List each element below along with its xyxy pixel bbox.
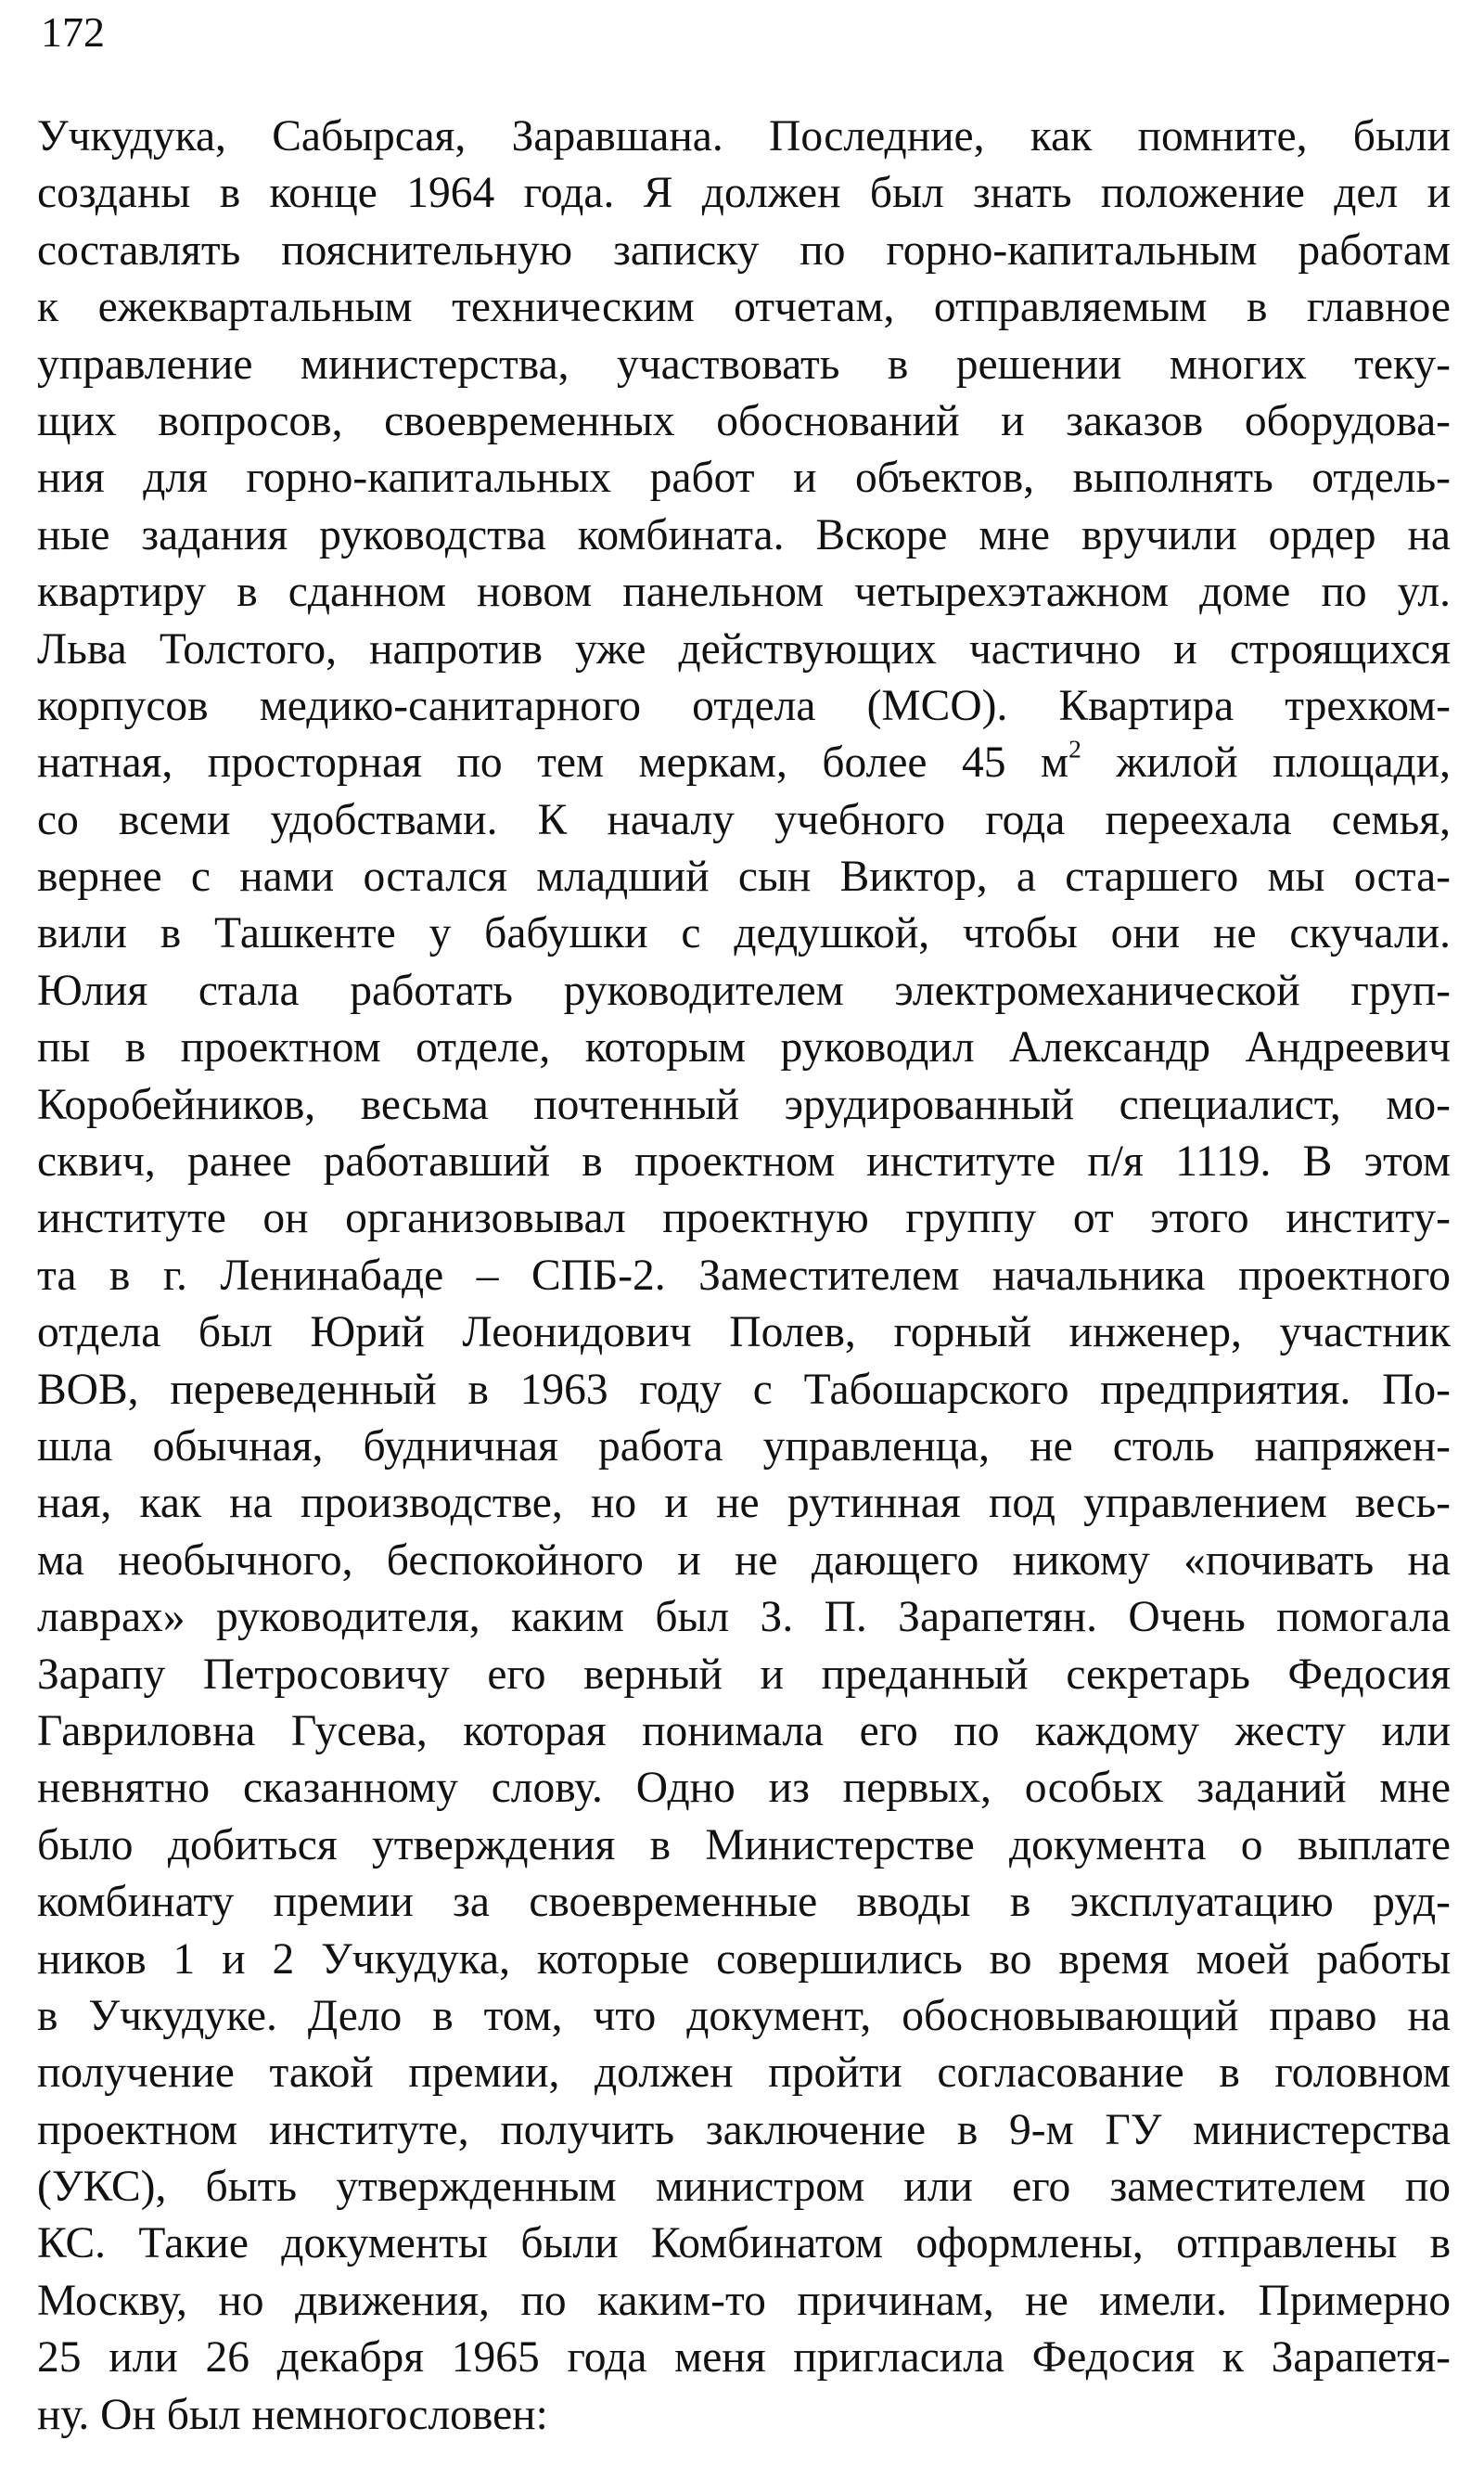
text-line: вернее с нами остался младший сын Виктор, а старшего мы оста- [37, 853, 1451, 902]
text-line: Гавриловна Гусева, которая понимала его по каждому жесту или [37, 1706, 1451, 1755]
text-line: КС. Такие документы были Комбинатом оформлены, отправлены в [37, 2219, 1451, 2268]
text-line: Зарапу Петросовичу его верный и преданный секретарь Федосия [37, 1650, 1451, 1699]
text-line: институте он организовывал проектную группу от этого институ- [37, 1194, 1451, 1243]
text-line: к ежеквартальным техническим отчетам, отправляемым в главное [37, 283, 1451, 332]
text-line: ВОВ, переведенный в 1963 году с Табошарского предприятия. По- [37, 1365, 1451, 1414]
text-line: квартиру в сданном новом панельном четырехэтажном доме по ул. [37, 568, 1451, 617]
text-line: проектном институте, получить заключение в 9-м ГУ министерства [37, 2105, 1451, 2154]
text-line: созданы в конце 1964 года. Я должен был знать положение дел и [37, 169, 1451, 218]
page-number: 172 [41, 8, 105, 56]
text-line: комбинату премии за своевременные вводы в эксплуатацию руд- [37, 1878, 1451, 1927]
text-line: ма необычного, беспокойного и не дающего никому «почивать на [37, 1535, 1451, 1585]
text-line: было добиться утверждения в Министерстве документа о выплате [37, 1820, 1451, 1869]
text-line: вили в Ташкенте у бабушки с дедушкой, чтобы они не скучали. [37, 909, 1451, 958]
text-line: ния для горно-капитальных работ и объектов, выполнять отдель- [37, 454, 1451, 503]
text-fragment: жилой площади, [1081, 739, 1451, 788]
text-line: пы в проектном отделе, которым руководил Александр Андреевич [37, 1023, 1451, 1072]
text-line: та в г. Ленинабаде – СПБ-2. Заместителем начальника проектного [37, 1251, 1451, 1300]
text-line: управление министерства, участвовать в решении многих теку- [37, 340, 1451, 389]
text-line: (УКС), быть утвержденным министром или его заместителем по [37, 2163, 1451, 2212]
text-line-last: ну. Он был немногословен: [37, 2390, 548, 2439]
text-line: лаврах» руководителя, каким был З. П. Зарапетян. Очень помогала [37, 1593, 1451, 1642]
text-line-superscript [37, 735, 1451, 791]
text-line: отдела был Юрий Леонидович Полев, горный инженер, участник [37, 1308, 1451, 1357]
text-line: Юлия стала работать руководителем электромеханической груп- [37, 966, 1451, 1015]
text-line: шла обычная, будничная работа управленца, не столь напряжен- [37, 1421, 1451, 1471]
text-line: ников 1 и 2 Учкудука, которые совершились во время моей работы [37, 1934, 1451, 1984]
text-line: корпусов медико-санитарного отдела (МСО). Квартира трехком- [37, 681, 1451, 730]
text-line: ные задания руководства комбината. Вскоре мне вручили ордер на [37, 510, 1451, 559]
text-fragment: натная, просторная по тем меркам, более 45 м [37, 739, 1069, 788]
text-line: невнятно сказанному слову. Одно из первых, особых заданий мне [37, 1764, 1451, 1813]
body-text [37, 109, 1451, 2444]
text-line: Льва Толстого, напротив уже действующих частично и строящихся [37, 624, 1451, 674]
text-line: Учкудука, Сабырсая, Заравшана. Последние, как помните, были [37, 112, 1451, 161]
text-line: сквич, ранее работавший в проектном институте п/я 1119. В этом [37, 1137, 1451, 1187]
text-line: Коробейников, весьма почтенный эрудированный специалист, мо- [37, 1080, 1451, 1129]
text-line: получение такой премии, должен пройти согласование в головном [37, 2049, 1451, 2098]
text-line: щих вопросов, своевременных обоснований и заказов оборудова- [37, 396, 1451, 445]
superscript-two: 2 [1068, 734, 1081, 764]
text-line: ная, как на производстве, но и не рутинная под управлением весь- [37, 1479, 1451, 1528]
text-line: в Учкудуке. Дело в том, что документ, обосновывающий право на [37, 1991, 1451, 2040]
text-line: со всеми удобствами. К началу учебного года переехала семья, [37, 795, 1451, 844]
text-line: 25 или 26 декабря 1965 года меня пригласила Федосия к Зарапетя- [37, 2333, 1451, 2383]
text-line: составлять пояснительную записку по горно-капитальным работам [37, 225, 1451, 275]
text-line: Москву, но движения, по каким-то причинам, не имели. Примерно [37, 2276, 1451, 2325]
